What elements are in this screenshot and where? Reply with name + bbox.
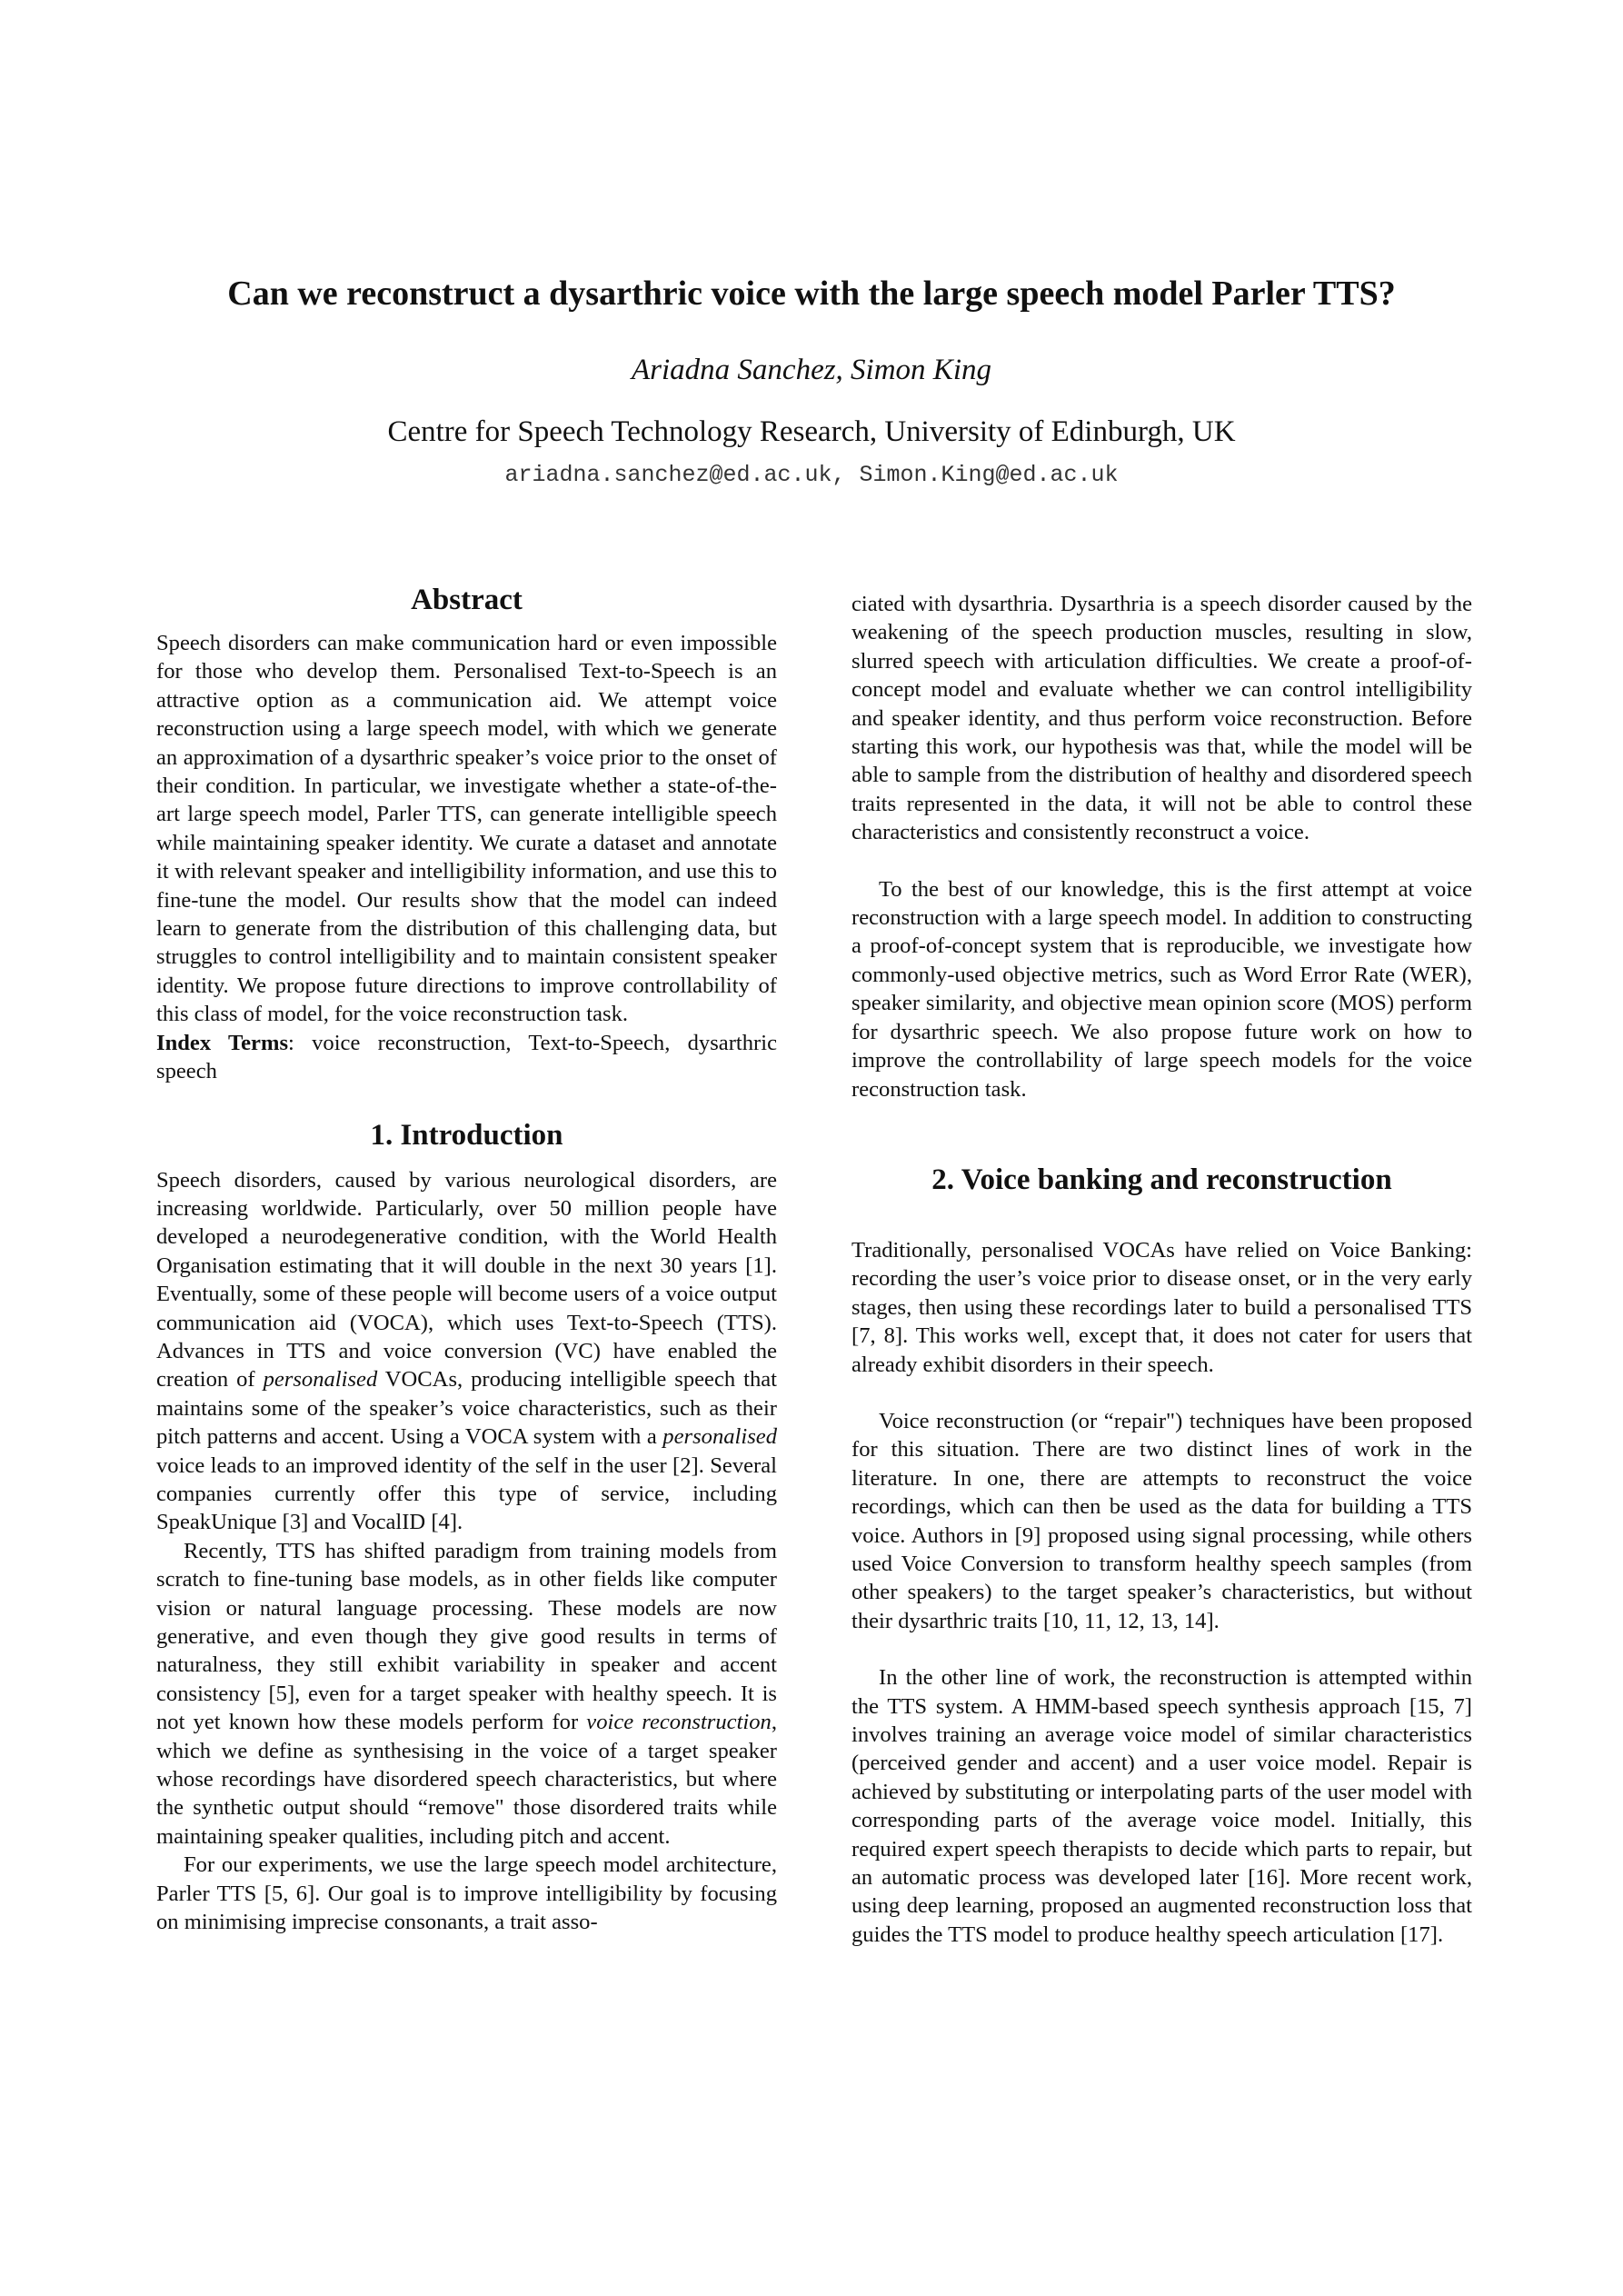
paper-authors: Ariadna Sanchez, Simon King [632, 354, 991, 386]
index-terms-label: Index Terms [156, 1030, 289, 1055]
intro-p2-emphasis: voice reconstruction [586, 1710, 772, 1735]
intro-paragraph-4: To the best of our knowledge, this is the first attempt at voice reconstruction with a large speech model. In addition to constructing a proof-of-concept system that is reproducible, we investigate how commonly-used objective metrics, such as Word Error Rate (WER), speaker similarity, and objective mean opinion score (MOS) perform for dysarthric speech. We also propose future work on how to improve the controllability of large speech models for the voice reconstruction task. [851, 876, 1472, 1102]
intro-paragraph-3: For our experiments, we use the large speech model architecture, Parler TTS [5, 6]. Our goal is to improve intelligibility by focusing on minimising imprecise consonants, a trait asso- [156, 1852, 777, 1935]
index-terms [156, 1029, 777, 1086]
section2-paragraph-3: In the other line of work, the reconstruction is attempted within the TTS system. A HMM-based speech synthesis approach [15, 7] involves training an average voice model of similar characteristics (perceived gender and accent) and a user voice model. Repair is achieved by substituting or interpolating parts of the user model with corresponding parts of the average voice model. Initially, this required expert speech therapists to decide which parts to repair, but an automatic process was developed later [16]. More recent work, using deep learning, proposed an augmented reconstruction loss that guides the TTS model to produce healthy speech articulation [17]. [851, 1665, 1472, 1947]
intro-paragraph-2 [156, 1537, 777, 1851]
intro-p1-emphasis-2: personalised [662, 1424, 777, 1450]
abstract-heading: Abstract [411, 584, 523, 616]
section2-heading: 2. Voice banking and reconstruction [931, 1163, 1392, 1196]
intro-paragraph-1 [156, 1166, 777, 1537]
intro-p1-emphasis-1: personalised [263, 1367, 378, 1393]
section2-paragraph-2: Voice reconstruction (or “repair") techniques have been proposed for this situation. There are two distinct lines of work in the literature. In one, there are attempts to reconstruct the voice recordings, which can then be used as the data for building a TTS voice. Authors in [9] proposed using signal processing, while others used Voice Conversion to transform healthy speech samples (from other speakers) to the target speaker’s characteristics, but without their dysarthric traits [10, 11, 12, 13, 14]. [851, 1408, 1472, 1633]
right-column [851, 590, 1472, 1949]
intro-p2-text-a: Recently, TTS has shifted paradigm from training models from scratch to fine-tuning base models, as in other fields like computer vision or natural language processing. These models are now generative, and even though they give good results in terms of naturalness, they still exhibit variability in speaker and accent consistency [5], even for a target speaker with healthy speech. It is not yet known how these models perform for [156, 1538, 777, 1735]
intro-p2-text-b: , which we define as synthesising in the voice of a target speaker whose recordings have disordered speech characteristics, but where the synthetic output should “remove" those disordered traits while maintaining speaker qualities, including pitch and accent. [156, 1710, 777, 1849]
intro-heading: 1. Introduction [370, 1118, 563, 1152]
intro-p1-text-c: voice leads to an improved identity of the self in the user [2]. Several companies currently offer this type of service, including SpeakUnique [3] and VocalID [4]. [156, 1452, 777, 1535]
paper-emails: ariadna.sanchez@ed.ac.uk, Simon.King@ed.ac.uk [504, 462, 1119, 488]
intro-p1-text-b: VOCAs, producing intelligible speech that maintains some of the speaker’s voice characteristics, such as their pitch patterns and accent. Using a VOCA system with a [156, 1367, 777, 1450]
section2-paragraph-1: Traditionally, personalised VOCAs have relied on Voice Banking: recording the user’s voice prior to disease onset, or in the very early stages, then using these recordings later to build a personalised TTS [7, 8]. This works well, except that, it does not cater for users that already exhibit disorders in their speech. [851, 1237, 1472, 1377]
paper-affiliation: Centre for Speech Technology Research, University of Edinburgh, UK [387, 415, 1236, 448]
left-column [156, 582, 777, 1936]
paper-title: Can we reconstruct a dysarthric voice with the large speech model Parler TTS? [227, 275, 1396, 313]
index-terms-text: : voice reconstruction, Text-to-Speech, dysarthric speech [156, 1030, 777, 1084]
abstract-text: Speech disorders can make communication hard or even impossible for those who develop them. Personalised Text-to-Speech is an attractive option as a communication aid. We attempt voice reconstruction using a large speech model, with which we generate an approximation of a dysarthric speaker’s voice prior to the onset of their condition. In particular, we investigate whether a state-of-the-art large speech model, Parler TTS, can generate intelligible speech while maintaining speaker identity. We curate a dataset and annotate it with relevant speaker and intelligibility information, and use this to fine-tune the model. Our results show that the model can indeed learn to generate from the distribution of this challenging data, but struggles to control intelligibility and to maintain consistent speaker identity. We propose future directions to improve controllability of this class of model, for the voice reconstruction task. [156, 631, 777, 1027]
intro-paragraph-3-continued: ciated with dysarthria. Dysarthria is a speech disorder caused by the weakening of the speech production muscles, resulting in slow, slurred speech with articulation difficulties. We create a proof-of-concept model and evaluate whether we can control intelligibility and speaker identity, and thus perform voice reconstruction. Before starting this work, our hypothesis was that, while the model will be able to sample from the distribution of healthy and disordered speech traits represented in the data, it will not be able to control these characteristics and consistently reconstruct a voice. [851, 592, 1472, 845]
intro-p1-text-a: Speech disorders, caused by various neurological disorders, are increasing worldwide. Particularly, over 50 million people have developed a neurodegenerative condition, with the World Health Organisation estimating that it will double in the next 30 years [1]. Eventually, some of these people will become users of a voice output communication aid (VOCA), which uses Text-to-Speech (TTS). Advances in TTS and voice conversion (VC) have enabled the creation of [156, 1167, 777, 1393]
